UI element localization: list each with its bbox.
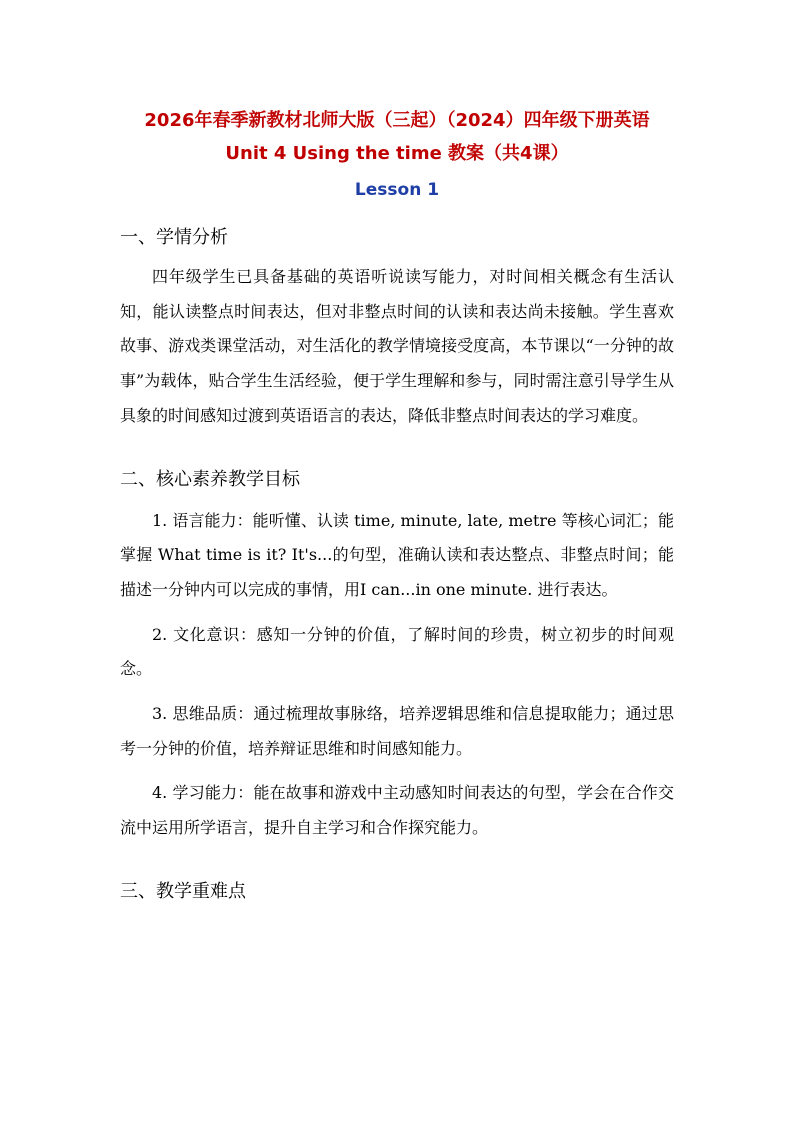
goal-cultural-awareness: 2. 文化意识：感知一分钟的价值，了解时间的珍贵，树立初步的时间观念。 [120, 624, 674, 679]
lesson-heading: Lesson 1 [354, 180, 440, 200]
goal-learning-ability: 4. 学习能力：能在故事和游戏中主动感知时间表达的句型，学会在合作交流中运用所学语言，提升自主学习和合作探究能力。 [120, 783, 674, 838]
goal-thinking-quality: 3. 思维品质：通过梳理故事脉络，培养逻辑思维和信息提取能力；通过思考一分钟的价值，培养辩证思维和时间感知能力。 [120, 704, 674, 758]
document-title-line-2: Unit 4 Using the time 教案（共4课） [225, 143, 569, 164]
learner-analysis-paragraph: 四年级学生已具备基础的英语听说读写能力，对时间相关概念有生活认知，能认读整点时间表达，但对非整点时间的认读和表达尚未接触。学生喜欢故事、游戏类课堂活动，对生活化的教学情境接受度高，本节课以“一分钟的故事”为载体，贴合学生生活经验，便于学生理解和参与，同时需注意引导学生从具象的时间感知过渡到英语语言的表达，降低非整点时间表达的学习难度。 [120, 267, 674, 425]
goal-language-ability: 1. 语言能力：能听懂、认读 time, minute, late, metre 等核心词汇；能掌握 What time is it? It's...的句型，准确认读和表达整点、非整点时间；能描述一分钟内可以完成的事情，用I can...in one minute. 进行表达。 [120, 510, 674, 599]
section-heading-teaching-goals: 二、核心素养教学目标 [120, 468, 300, 490]
section-heading-key-difficulties: 三、教学重难点 [120, 880, 246, 902]
document-title-line-1: 2026年春季新教材北师大版（三起）（2024）四年级下册英语 [144, 110, 650, 131]
section-heading-learner-analysis: 一、学情分析 [120, 227, 228, 248]
teaching-goals-list [120, 504, 674, 846]
